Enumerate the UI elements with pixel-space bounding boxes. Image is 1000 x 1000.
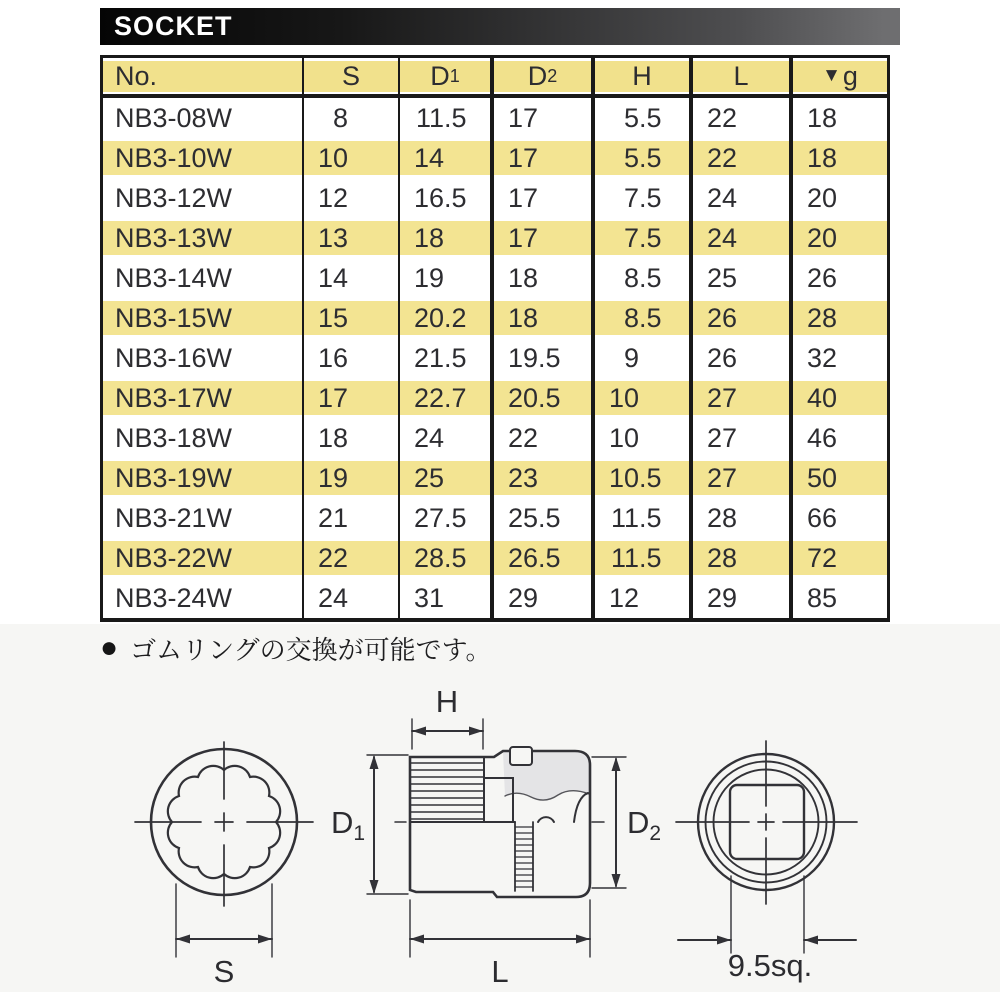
table-cell: 26 [693,338,793,378]
table-cell: 31 [400,578,494,618]
product-code-cell: NB3-15W [103,298,304,338]
table-cell: 24 [400,418,494,458]
socket-side-view [367,719,626,957]
table-cell: 13 [304,218,400,258]
table-cell: 21 [304,498,400,538]
table-cell: 22 [494,418,595,458]
table-cell: 17 [494,178,595,218]
table-cell: 24 [693,178,793,218]
dim-label-d1: $D_1$ [330,805,366,845]
section-title: SOCKET [114,11,233,41]
table-cell: 22 [693,98,793,138]
column-header: D 2 [494,58,595,94]
socket-front-view [135,742,313,957]
table-cell: 28 [793,298,887,338]
table-cell: 46 [806,422,837,453]
table-cell: 28 .5 [400,538,494,578]
table-cell: 7 .5 [595,178,693,218]
table-cell: 10 [304,138,400,178]
table-cell: 19 [304,458,400,498]
table-cell: 18 [304,418,400,458]
table-cell: 22 [693,138,793,178]
table-cell: 29 [494,578,595,618]
table-cell: 22 [304,538,400,578]
product-code-cell: NB3-08W [103,98,304,138]
table-cell: 8 .5 [595,298,693,338]
table-cell: 40 [793,378,887,418]
column-header: H [595,58,693,94]
table-cell: 27 [693,418,793,458]
table-cell: 24 [693,218,793,258]
table-cell: 25 [693,258,793,298]
table-cell: 10 [595,418,693,458]
product-code-cell: NB3-16W [103,338,304,378]
dim-label-l: L [491,954,509,989]
table-cell: 50 [793,458,887,498]
table-cell: 17 [494,218,595,258]
table-cell: 32 [806,342,837,373]
product-code-cell: NB3-17W [103,378,304,418]
table-cell: 14 [400,138,494,178]
table-cell: 5 .5 [595,98,693,138]
table-cell: 23 [494,458,595,498]
table-cell: 66 [806,502,837,533]
table-cell: 27 [693,378,793,418]
column-header: No. [103,58,304,94]
table-cell: 24 [304,578,400,618]
product-code-cell: NB3-14W [103,258,304,298]
dim-label-s: S [213,954,235,989]
table-cell: 29 [693,578,793,618]
triangle-down-icon: ▼ [822,65,841,86]
table-cell: 20 .5 [494,378,595,418]
table-cell: 18 [400,218,494,258]
product-code-cell: NB3-10W [103,138,304,178]
table-cell: 20 .2 [400,298,494,338]
table-cell: 14 [304,258,400,298]
product-code-cell: NB3-21W [103,498,304,538]
table-cell: 20 [806,182,837,213]
product-code-cell: NB3-22W [103,538,304,578]
table-cell: 22 .7 [400,378,494,418]
table-cell: 18 [793,138,887,178]
table-cell: 17 [494,138,595,178]
table-cell: 18 [806,102,837,133]
socket-drive-view [676,741,857,953]
dim-label-sq: 9.5sq. [727,948,813,983]
table-cell: 19 [400,258,494,298]
table-cell: 26 [693,298,793,338]
table-cell: 16 [304,338,400,378]
product-code-cell: NB3-18W [103,418,304,458]
table-cell: 28 [693,498,793,538]
table-cell: 85 [806,582,837,613]
table-cell: 10 .5 [595,458,693,498]
table-cell: 28 [693,538,793,578]
table-cell: 72 [793,538,887,578]
table-cell: 27 .5 [400,498,494,538]
column-header: L [693,58,793,94]
table-cell: 25 .5 [494,498,595,538]
table-cell: 8 [304,98,400,138]
column-header: ▼ g [793,58,887,94]
table-cell: 16 .5 [400,178,494,218]
table-cell: 10 [595,378,693,418]
dim-label-d2: $D_2$ [626,805,662,845]
product-code-cell: NB3-19W [103,458,304,498]
table-cell: 27 [693,458,793,498]
table-cell: 19 .5 [494,338,595,378]
table-cell: 18 [494,298,595,338]
table-cell: 12 [304,178,400,218]
table-cell: 17 [494,98,595,138]
table-cell: 26 [806,262,837,293]
table-cell: 25 [400,458,494,498]
note-text: ゴムリングの交換が可能です。 [130,634,492,665]
table-cell: 15 [304,298,400,338]
bullet-icon: ● [100,631,119,664]
column-header: D 1 [400,58,494,94]
table-cell: 7 .5 [595,218,693,258]
table-cell: 12 [595,578,693,618]
table-cell: 9 [595,338,693,378]
product-code-cell: NB3-24W [103,578,304,618]
product-code-cell: NB3-13W [103,218,304,258]
table-cell: 18 [494,258,595,298]
table-cell: 21 .5 [400,338,494,378]
table-cell: 5 .5 [595,138,693,178]
column-header: S [304,58,400,94]
table-cell: 11 .5 [595,498,693,538]
dim-label-h: H [435,684,459,719]
table-cell: 11 .5 [400,98,494,138]
table-cell: 26 .5 [494,538,595,578]
table-cell: 17 [304,378,400,418]
table-cell: 8 .5 [595,258,693,298]
product-code-cell: NB3-12W [103,178,304,218]
table-cell: 20 [793,218,887,258]
table-cell: 11 .5 [595,538,693,578]
